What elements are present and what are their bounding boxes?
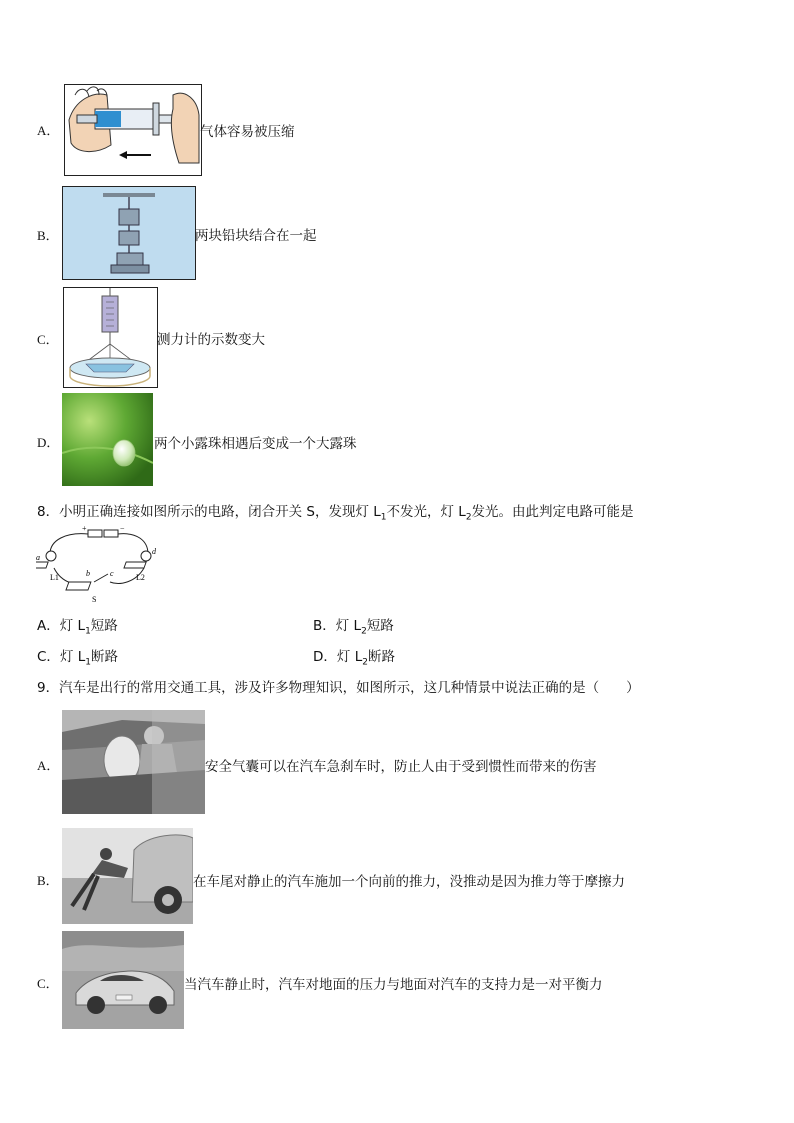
spring-scale-photo	[63, 287, 158, 388]
subscript: 2	[362, 657, 368, 668]
q8-option-d	[313, 645, 395, 668]
q8-stem	[37, 500, 634, 523]
q7-option-a-caption: 气体容易被压缩	[200, 124, 295, 140]
q7-option-d-label: D．	[37, 435, 60, 450]
subscript-2: 2	[465, 512, 472, 523]
q9-stem: 9．汽车是出行的常用交通工具，涉及许多物理知识，如图所示，这几种情景中说法正确的是（ ）	[37, 680, 640, 696]
q9-option-a-caption: 安全气囊可以在汽车急刹车时，防止人由于受到惯性而带来的伤害	[205, 759, 597, 775]
q7-option-c-caption: 测力计的示数变大	[157, 332, 265, 348]
subscript-1: 1	[380, 512, 387, 523]
subscript: 1	[85, 626, 91, 637]
option-label: A．	[37, 618, 60, 634]
q7-option-d-caption: 两个小露珠相遇后变成一个大露珠	[154, 436, 357, 452]
syringe-photo	[64, 84, 202, 176]
q8-option-c	[37, 645, 118, 668]
option-text: 断路	[90, 649, 118, 665]
q7-option-b-label: B．	[37, 228, 59, 243]
q8-stem-part: 不发光，灯 L	[386, 504, 466, 520]
q9-option-c-caption: 当汽车静止时，汽车对地面的压力与地面对汽车的支持力是一对平衡力	[184, 977, 603, 993]
lamp-l1-label: L1	[50, 573, 59, 582]
node-a: a	[36, 553, 40, 562]
node-c: c	[110, 569, 114, 578]
node-d: d	[152, 547, 156, 556]
q7-option-a-label: A．	[37, 123, 60, 138]
node-b: b	[86, 569, 90, 578]
option-text: 灯 L	[59, 618, 86, 634]
option-text: 断路	[367, 649, 395, 665]
circuit-diagram	[36, 524, 162, 604]
q8-stem-part: 发光。由此判定电路可能是	[471, 504, 634, 520]
subscript: 1	[85, 657, 91, 668]
subscript: 2	[361, 626, 367, 637]
battery-plus: +	[82, 524, 87, 533]
pushing-car-photo	[62, 828, 193, 924]
option-text: 短路	[366, 618, 394, 634]
airbag-photo	[62, 710, 205, 814]
sports-car-photo	[62, 931, 184, 1029]
dewdrop-photo	[62, 393, 153, 486]
option-label: D．	[313, 649, 337, 665]
option-label: C．	[37, 649, 60, 665]
lead-blocks-photo	[62, 186, 196, 280]
option-label: B．	[313, 618, 336, 634]
q8-option-a	[37, 614, 118, 637]
q9-option-a-label: A．	[37, 758, 60, 773]
option-text: 灯 L	[336, 649, 363, 665]
q9-option-b-label: B．	[37, 873, 59, 888]
q9-option-b-caption: 在车尾对静止的汽车施加一个向前的推力，没推动是因为推力等于摩擦力	[193, 874, 625, 890]
q8-stem-part: 8．小明正确连接如图所示的电路，闭合开关 S，发现灯 L	[37, 504, 381, 520]
q7-option-c-label: C．	[37, 332, 59, 347]
option-text: 灯 L	[59, 649, 86, 665]
option-text: 灯 L	[335, 618, 362, 634]
q9-option-c-label: C．	[37, 976, 59, 991]
option-text: 短路	[90, 618, 118, 634]
q7-option-b-caption: 两块铅块结合在一起	[195, 228, 317, 244]
q8-option-b	[313, 614, 394, 637]
lamp-l2-label: L2	[136, 573, 145, 582]
switch-s-label: S	[92, 595, 97, 604]
battery-minus: −	[120, 524, 125, 533]
